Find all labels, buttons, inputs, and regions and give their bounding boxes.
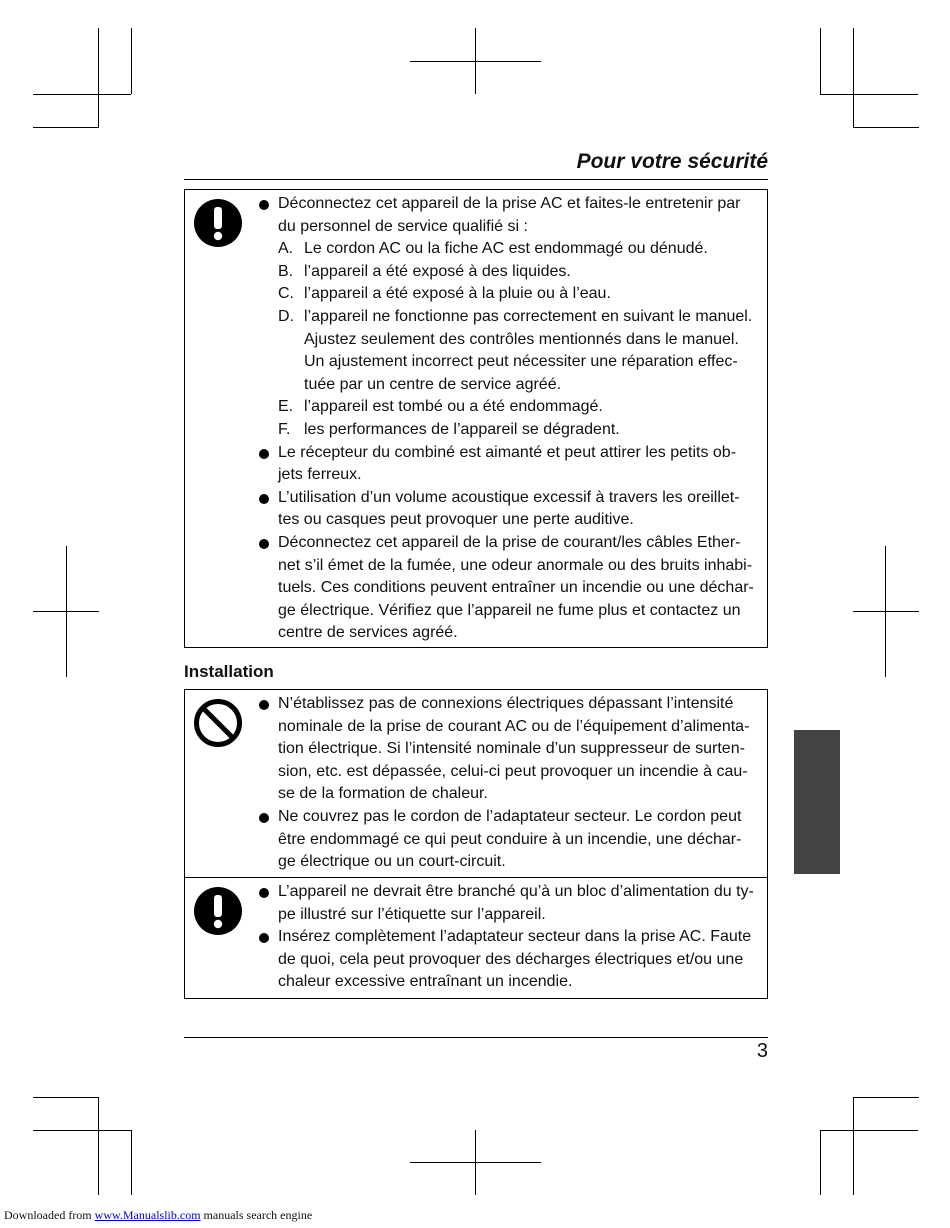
text-line: l’appareil est tombé ou a été endommagé. [304,398,603,416]
text-line: Déconnectez cet appareil de la prise AC et faites-le entretenir par [278,195,741,212]
bullet-item [257,193,761,442]
warning-box-2 [184,877,768,999]
list-item [278,283,761,306]
bullet-dot [259,933,269,943]
bullet-item [257,487,761,532]
text-line: tion électrique. Si l’intensité nominale d’un suppresseur de surten- [278,740,745,758]
text-line: Déconnectez cet appareil de la prise de courant/les câbles Ether- [278,533,741,551]
text-line: L’utilisation d’un volume acoustique excessif à travers les oreillet- [278,488,740,506]
page-header-title: Pour votre sécurité [576,150,768,173]
page-number: 3 [756,1040,768,1062]
text-line: Ne couvrez pas le cordon de l’adaptateur secteur. Le cordon peut [278,807,742,825]
text-line: être endommagé ce qui peut conduire à un incendie, une déchar- [278,830,742,848]
bullet-dot [259,888,269,898]
list-letter: C. [278,285,294,303]
text-line: Ajustez seulement des contrôles mentionnés dans le manuel. [304,330,739,348]
list-letter: A. [278,240,294,258]
mandatory-exclamation-icon [193,198,243,248]
mandatory-exclamation-icon [193,886,243,936]
text-line: net s’il émet de la fumée, une odeur anormale ou des bruits inhabi- [278,556,753,574]
list-item [278,396,761,419]
text-line: jets ferreux. [278,466,362,484]
text-line: tuée par un centre de service agréé. [304,375,562,393]
download-suffix: manuals search engine [200,1208,313,1222]
bullet-item [257,442,761,487]
text-line: Le cordon AC ou la fiche AC est endommagé ou dénudé. [304,240,708,258]
download-prefix: Downloaded from [4,1208,95,1222]
bullet-dot [259,700,269,710]
prohibition-box [184,689,768,878]
bullet-dot [259,813,269,823]
text-line: se de la formation de chaleur. [278,785,488,803]
text-line: pe illustré sur l’étiquette sur l’appareil. [278,905,546,923]
list-item [278,306,761,396]
text-line: ge électrique. Vérifiez que l’appareil ne fume plus et contactez un [278,601,741,619]
text-line: tes ou casques peut provoquer une perte auditive. [278,511,634,529]
text-line: les performances de l’appareil se dégradent. [304,420,620,438]
bullet-item [257,532,761,645]
bullet-item [257,806,761,874]
text-line: Un ajustement incorrect peut nécessiter une réparation effec- [304,353,738,371]
text-line: Insérez complètement l’adaptateur secteur dans la prise AC. Faute [278,928,752,946]
bullet-dot [259,494,269,504]
header-rule [184,179,768,180]
manualslib-link[interactable]: www.Manualslib.com [94,1208,201,1222]
list-letter: D. [278,307,294,325]
prohibition-icon [193,698,243,748]
bullet-dot [259,539,269,549]
bullet-dot [259,200,269,210]
text-line: centre de services agréé. [278,624,458,642]
section-tab-marker [794,730,840,874]
footer-rule [184,1037,768,1038]
text-line: tuels. Ces conditions peuvent entraîner un incendie ou une déchar- [278,579,754,597]
text-line: ge électrique ou un court-circuit. [278,853,506,871]
text-line: chaleur excessive entraînant un incendie. [278,973,573,991]
list-letter: F. [278,420,291,438]
text-line: Le récepteur du combiné est aimanté et peut attirer les petits ob- [278,443,737,461]
text-line: de quoi, cela peut provoquer des décharges électriques et/ou une [278,950,744,968]
bullet-item [257,926,761,994]
text-line: N’établissez pas de connexions électriques dépassant l’intensité [278,695,734,712]
bullet-item [257,693,761,806]
text-line: l’appareil a été exposé à la pluie ou à l’eau. [304,285,611,303]
section-title-installation: Installation [184,662,274,681]
text-line: L’appareil ne devrait être branché qu’à un bloc d’alimentation du ty- [278,883,754,900]
list-item [278,261,761,284]
bullet-dot [259,449,269,459]
text-line: sion, etc. est dépassée, celui-ci peut provoquer un incendie à cau- [278,762,748,780]
list-letter: E. [278,398,294,416]
text-line: l’appareil ne fonctionne pas correctement en suivant le manuel. [304,307,753,325]
list-item [278,419,761,442]
list-letter: B. [278,262,294,280]
text-line: l’appareil a été exposé à des liquides. [304,262,571,280]
text-line: du personnel de service qualifié si : [278,217,528,235]
text-line: nominale de la prise de courant AC ou de l’équipement d’alimenta- [278,717,750,735]
bullet-item [257,881,761,926]
list-item [278,238,761,261]
download-note [4,1208,312,1223]
warning-box-1 [184,189,768,648]
